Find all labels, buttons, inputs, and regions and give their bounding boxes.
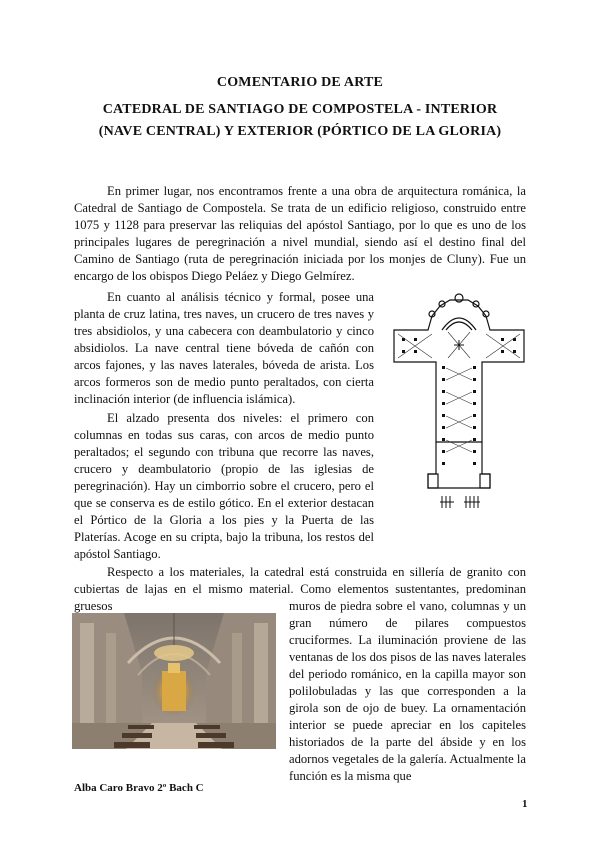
document-title-line-1: CATEDRAL DE SANTIAGO DE COMPOSTELA - INTERIOR <box>102 102 498 117</box>
document-title-line-2: (NAVE CENTRAL) Y EXTERIOR (PÓRTICO DE LA GLORIA) <box>98 124 502 139</box>
paragraph-materials-continued: muros de piedra sobre el vano, columnas y un gran número de pilares compuestos cruciformes. La iluminación proviene de las ventanas de los dos pisos de las naves laterales del periodo románico, en la capilla mayor son polilobuladas y las que corresponden a la girola son de ojo de buey. La ornamentación interior se puede apreciar en los capiteles historiados de la parte del ábside y en los adornos vegetales de la galería. Actualmente la función es la misma que <box>289 599 526 783</box>
paragraph-elevation: El alzado presenta dos niveles: el primero con columnas en todas sus caras, con arcos de medio punto peraltados; el segundo con tribuna que recorre las naves, crucero y deambulatorio (propio de las iglesias de peregrinación). Hay un cimborrio sobre el crucero, pero el que se conserva es de estilo gótico. En el exterior destacan el Pórtico de la Gloria a los pies y la Puerta de las Platerías. Acoge en su cripta, bajo la tribuna, los restos del apóstol Santiago. <box>74 411 374 561</box>
paragraph-materials: Respecto a los materiales, la catedral está construida en sillería de granito con cubiertas de lajas en el mismo material. Como elementos sustentantes, predominan gruesos <box>74 565 526 613</box>
cathedral-interior-photo <box>72 613 276 749</box>
paragraph-introduction: En primer lugar, nos encontramos frente a una obra de arquitectura románica, la Catedral de Santiago de Compostela. Se trata de un edificio religioso, construido entre 1075 y 1128 para preservar las reliquias del apóstol Santiago, por lo que es uno de los principales lugares de peregrinación a nivel mundial, siendo así el destino final del Camino de Santiago (ruta de peregrinación iniciada por los monjes de Cluny). Fue un encargo de los obispos Diego Peláez y Diego Gelmírez. <box>74 184 526 283</box>
document-subject: COMENTARIO DE ARTE <box>216 75 384 90</box>
cathedral-floor-plan-image <box>388 292 530 520</box>
footer-author: Alba Caro Bravo 2º Bach C <box>74 782 204 794</box>
paragraph-technical-analysis: En cuanto al análisis técnico y formal, posee una planta de cruz latina, tres naves, un crucero de tres naves y tres absidiolos, y una cabecera con deambulatorio y cinco absidiolos. La nave central tiene bóveda de cañón con arcos fajones, y las naves laterales, bóveda de arista. Los arcos formeros son de medio punto peraltados, con cierta inclinación interior (de influencia islámica). <box>74 290 374 406</box>
page-number: 1 <box>522 798 528 810</box>
